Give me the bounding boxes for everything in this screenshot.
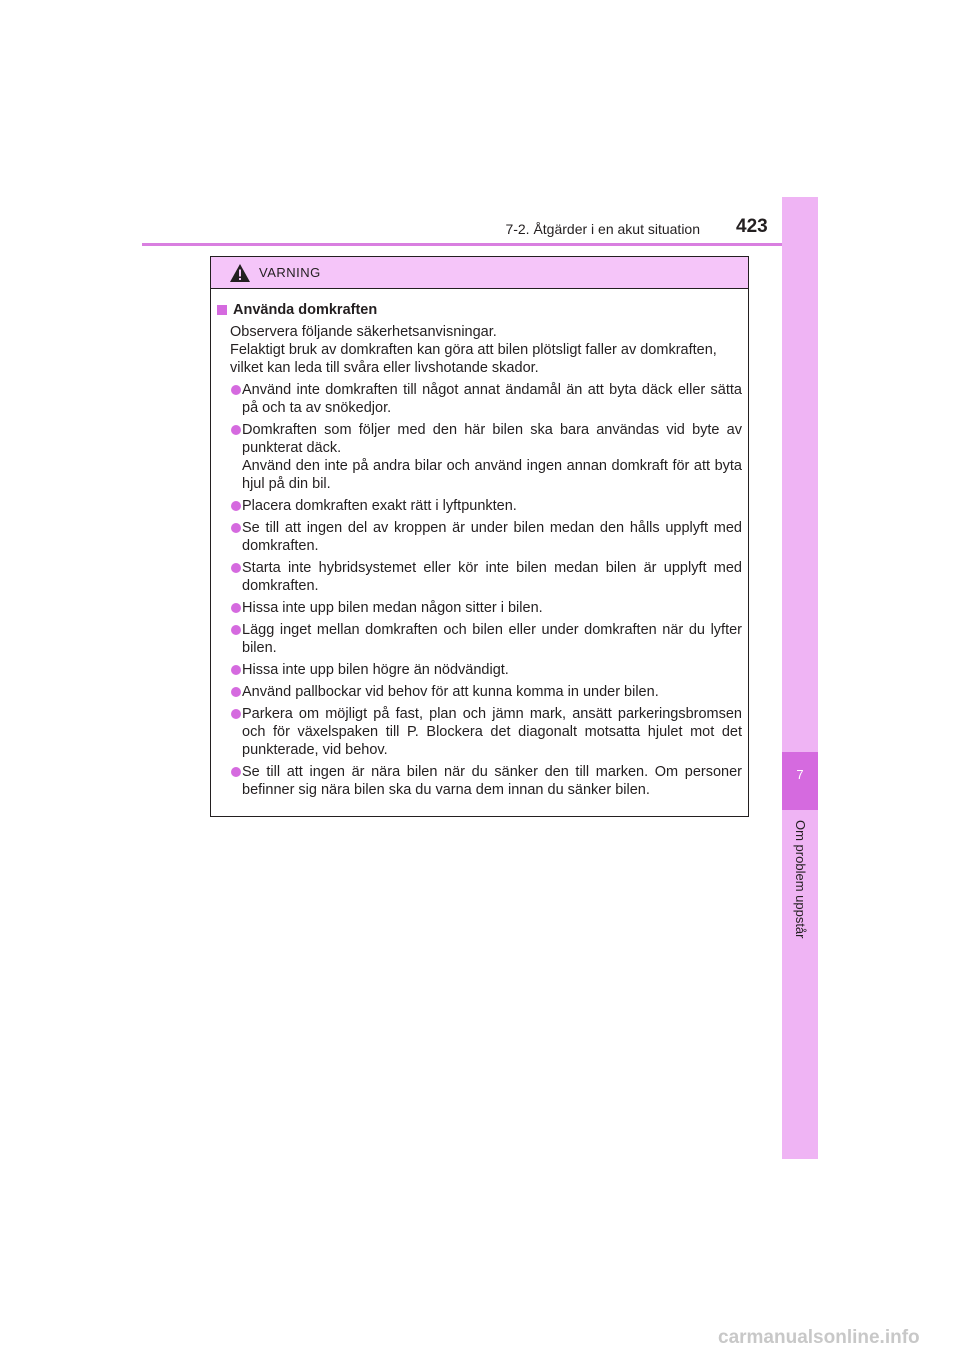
bullet-text: Hissa inte upp bilen högre än nödvändigt. [242,662,509,678]
warning-content [211,289,748,799]
warning-label: VARNING [259,265,321,280]
square-bullet-icon [217,305,227,315]
bullet-dot-icon [231,563,241,573]
bullet-item [217,705,742,759]
bullet-text: Starta inte hybridsystemet eller kör inte bilen medan bilen är upplyft med domkraften. [242,560,742,594]
bullet-item [217,621,742,657]
bullet-dot-icon [231,501,241,511]
bullet-item [217,683,742,701]
watermark: carmanualsonline.info [718,1327,920,1348]
bullet-text: Se till att ingen är nära bilen när du sänker den till marken. Om personer befinner sig nära bilen ska du varna dem innan du sänker bilen. [242,764,742,798]
header-rule [142,243,818,246]
bullet-dot-icon [231,523,241,533]
warning-subheading [217,301,742,319]
bullet-dot-icon [231,425,241,435]
bullet-dot-icon [231,687,241,697]
bullet-text: Hissa inte upp bilen medan någon sitter i bilen. [242,600,543,616]
chapter-number: 7 [796,767,804,782]
warning-header [211,257,748,289]
intro-line: Observera följande säkerhetsanvisningar. [230,324,497,340]
bullet-text: Använd den inte på andra bilar och använd ingen annan domkraft för att byta hjul på din bil. [242,458,742,492]
page-number: 423 [736,216,768,237]
bullet-text: Använd pallbockar vid behov för att kunna komma in under bilen. [242,684,659,700]
bullet-item [217,497,742,515]
warning-intro [230,323,742,377]
section-title: 7-2. Åtgärder i en akut situation [505,221,700,237]
bullet-item [217,763,742,799]
warning-heading: Använda domkraften [233,302,378,318]
warning-box [210,256,749,817]
bullet-item [217,559,742,595]
bullet-text: Domkraften som följer med den här bilen ska bara användas vid byte av punkterat däck. [242,422,742,456]
bullet-dot-icon [231,709,241,719]
bullet-dot-icon [231,603,241,613]
bullet-text: Placera domkraften exakt rätt i lyftpunkten. [242,498,517,514]
intro-line: Felaktigt bruk av domkraften kan göra att bilen plötsligt faller av domkraften, [230,342,717,358]
bullet-item [217,661,742,679]
bullet-item [217,421,742,493]
bullet-dot-icon [231,385,241,395]
bullet-dot-icon [231,665,241,675]
bullet-dot-icon [231,767,241,777]
bullet-item [217,381,742,417]
bullet-text: Lägg inget mellan domkraften och bilen eller under domkraften när du lyfter bilen. [242,622,742,656]
bullet-text: Se till att ingen del av kroppen är under bilen medan den hålls upplyft med domkraften. [242,520,742,554]
chapter-title: Om problem uppstår [793,820,808,939]
bullet-text: Parkera om möjligt på fast, plan och jämn mark, ansätt parkeringsbromsen och för växelspaken till P. Blockera det diagonalt motsatta hjulet mot det punkterade, vid behov. [242,706,742,758]
chapter-side-tab [782,197,818,1159]
bullet-dot-icon [231,625,241,635]
intro-line: vilket kan leda till svåra eller livshotande skador. [230,360,539,376]
bullet-item [217,599,742,617]
bullet-item [217,519,742,555]
warning-triangle-icon [229,263,251,283]
bullet-text: Använd inte domkraften till något annat ändamål än att byta däck eller sätta på och ta av snökedjor. [242,382,742,416]
